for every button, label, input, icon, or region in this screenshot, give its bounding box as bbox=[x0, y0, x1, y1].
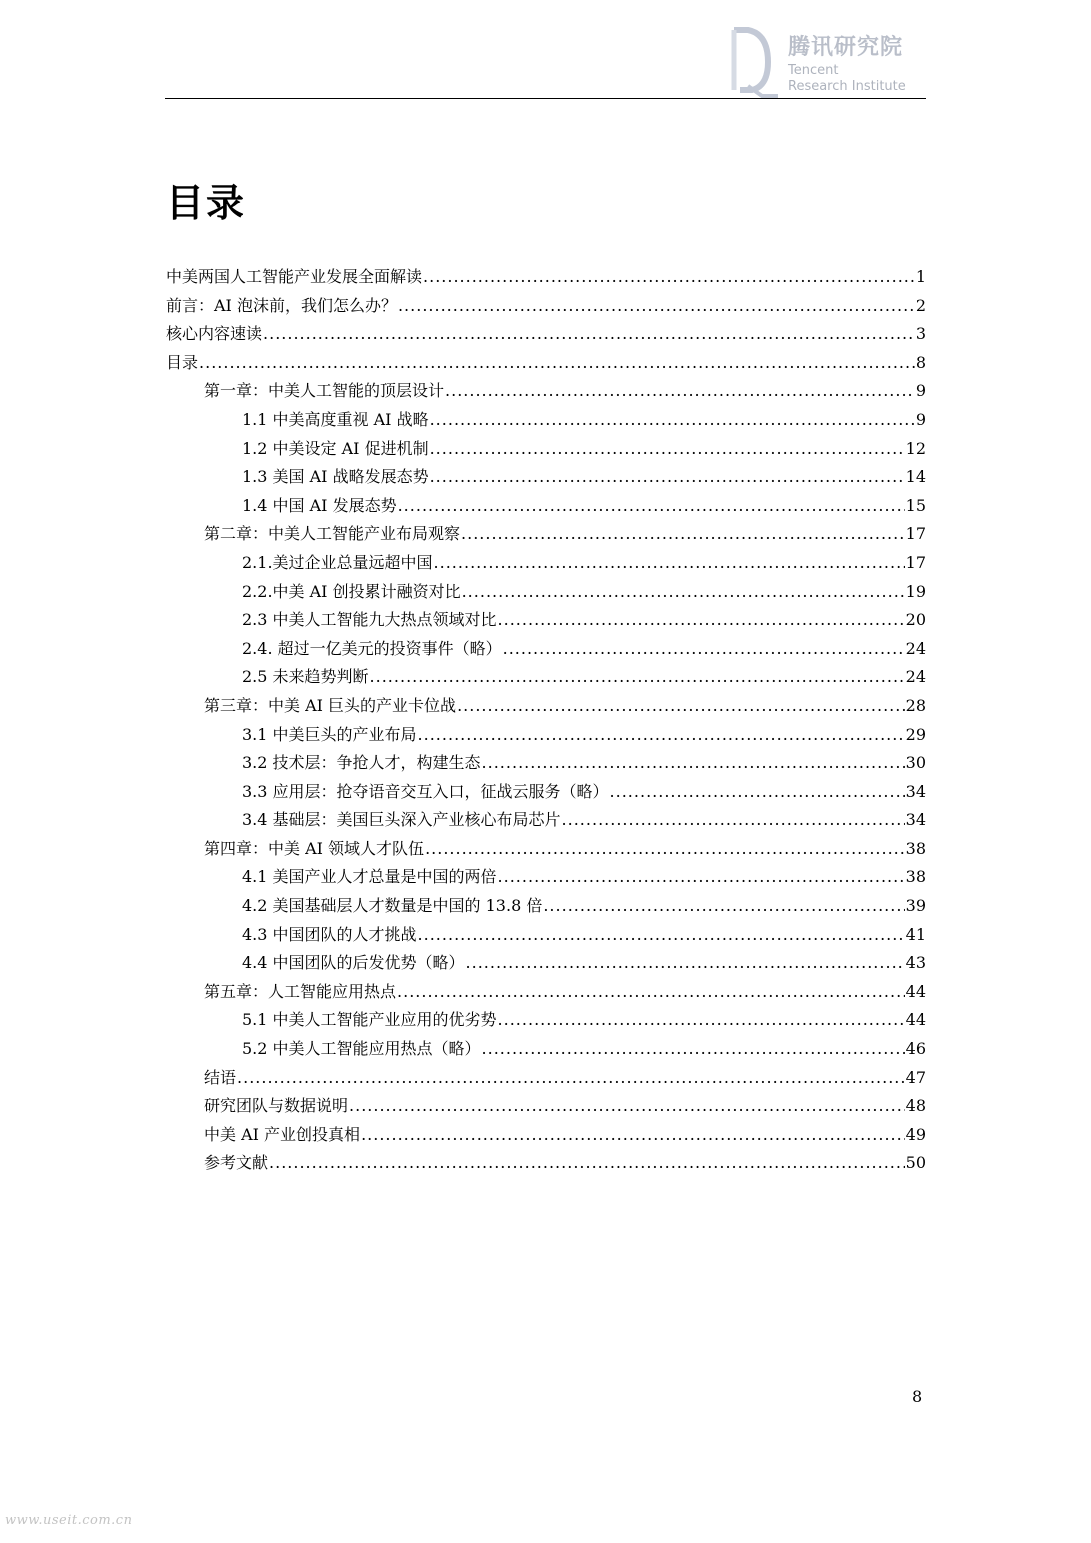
toc-entry-title: 中美两国人工智能产业发展全面解读 bbox=[166, 267, 423, 286]
toc-entry[interactable] bbox=[166, 749, 926, 778]
toc-entry-page: 9 bbox=[915, 381, 926, 401]
toc-entry[interactable] bbox=[166, 377, 926, 406]
toc-entry-page: 19 bbox=[905, 581, 926, 601]
toc-dot-leader bbox=[482, 749, 905, 778]
toc-entry-page: 44 bbox=[905, 1010, 926, 1030]
toc-entry[interactable] bbox=[166, 263, 926, 292]
toc-entry-title: 1.1 中美高度重视 AI 战略 bbox=[242, 409, 429, 429]
toc-entry-title: 研究团队与数据说明 bbox=[204, 1096, 349, 1116]
toc-entry-title: 3.1 中美巨头的产业布局 bbox=[242, 724, 417, 744]
toc-entry-page: 38 bbox=[905, 838, 926, 858]
page-number: 8 bbox=[912, 1387, 923, 1406]
logo-chinese-name: 腾讯研究院 bbox=[788, 35, 904, 60]
toc-entry-page: 43 bbox=[905, 953, 926, 973]
toc-dot-leader bbox=[498, 863, 905, 892]
toc-entry[interactable] bbox=[166, 1149, 926, 1178]
toc-entry-title: 2.2.中美 AI 创投累计融资对比 bbox=[242, 581, 461, 601]
toc-entry-page: 41 bbox=[905, 924, 926, 944]
header-rule bbox=[165, 98, 926, 99]
toc-entry-page: 44 bbox=[905, 981, 926, 1001]
toc-dot-leader bbox=[498, 606, 905, 635]
toc-dot-leader bbox=[370, 663, 905, 692]
toc-entry-title: 4.3 中国团队的人才挑战 bbox=[242, 924, 417, 944]
toc-entry-page: 30 bbox=[905, 753, 926, 773]
toc-entry-page: 47 bbox=[905, 1067, 926, 1087]
toc-entry-page: 24 bbox=[905, 638, 926, 658]
toc-entry-page: 17 bbox=[905, 524, 926, 544]
toc-entry[interactable] bbox=[166, 635, 926, 664]
toc-entry[interactable] bbox=[166, 806, 926, 835]
toc-entry-page: 34 bbox=[905, 810, 926, 830]
toc-dot-leader bbox=[418, 721, 905, 750]
toc-entry[interactable] bbox=[166, 1092, 926, 1121]
toc-entry[interactable] bbox=[166, 406, 926, 435]
toc-entry-title: 4.4 中国团队的后发优势（略） bbox=[242, 953, 465, 973]
page-title: 目录 bbox=[166, 181, 247, 225]
toc-entry-page: 14 bbox=[905, 467, 926, 487]
toc-entry-title: 3.4 基础层：美国巨头深入产业核心布局芯片 bbox=[242, 810, 561, 830]
toc-entry-title: 第五章：人工智能应用热点 bbox=[204, 981, 397, 1001]
toc-dot-leader bbox=[503, 635, 905, 664]
toc-entry-title: 5.2 中美人工智能应用热点（略） bbox=[242, 1039, 481, 1059]
toc-entry-title: 第一章：中美人工智能的顶层设计 bbox=[204, 381, 445, 401]
toc-entry[interactable] bbox=[166, 1035, 926, 1064]
toc-entry[interactable] bbox=[166, 663, 926, 692]
toc-dot-leader bbox=[462, 578, 905, 607]
toc-dot-leader bbox=[430, 463, 905, 492]
toc-entry-page: 20 bbox=[905, 610, 926, 630]
toc-dot-leader bbox=[349, 1092, 905, 1121]
toc-dot-leader bbox=[430, 435, 905, 464]
toc-dot-leader bbox=[397, 978, 905, 1007]
toc-entry-title: 中美 AI 产业创投真相 bbox=[204, 1124, 361, 1144]
toc-entry-page: 34 bbox=[905, 781, 926, 801]
toc-entry-page: 48 bbox=[905, 1096, 926, 1116]
toc-dot-leader bbox=[237, 1064, 905, 1093]
toc-entry-title: 前言：AI 泡沫前，我们怎么办？ bbox=[166, 295, 397, 315]
toc-entry[interactable] bbox=[166, 721, 926, 750]
toc-entry[interactable] bbox=[166, 435, 926, 464]
toc-entry[interactable] bbox=[166, 1121, 926, 1150]
tencent-research-logo bbox=[722, 26, 922, 98]
logo-english-line2: Research Institute bbox=[788, 79, 906, 94]
toc-entry[interactable] bbox=[166, 778, 926, 807]
toc-dot-leader bbox=[543, 892, 904, 921]
toc-entry-page: 49 bbox=[905, 1124, 926, 1144]
toc-entry[interactable] bbox=[166, 578, 926, 607]
toc-entry-title: 第二章：中美人工智能产业布局观察 bbox=[204, 524, 461, 544]
toc-entry-page: 3 bbox=[915, 324, 926, 344]
toc-dot-leader bbox=[498, 1006, 905, 1035]
toc-entry[interactable] bbox=[166, 492, 926, 521]
toc-entry-page: 38 bbox=[905, 867, 926, 887]
toc-dot-leader bbox=[423, 263, 915, 292]
toc-entry[interactable] bbox=[166, 892, 926, 921]
toc-dot-leader bbox=[466, 949, 905, 978]
toc-entry-title: 第三章：中美 AI 巨头的产业卡位战 bbox=[204, 695, 457, 715]
toc-dot-leader bbox=[425, 835, 905, 864]
toc-entry-page: 15 bbox=[905, 495, 926, 515]
toc-entry[interactable] bbox=[166, 1064, 926, 1093]
toc-entry-title: 目录 bbox=[166, 352, 199, 372]
toc-entry-page: 24 bbox=[905, 667, 926, 687]
toc-entry-title: 3.3 应用层：抢夺语音交互入口，征战云服务（略） bbox=[242, 781, 609, 801]
toc-dot-leader bbox=[418, 921, 905, 950]
toc-entry-page: 50 bbox=[905, 1153, 926, 1173]
toc-entry[interactable] bbox=[166, 349, 926, 378]
watermark: www.useit.com.cn bbox=[5, 1513, 133, 1528]
toc-entry-title: 1.4 中国 AI 发展态势 bbox=[242, 495, 397, 515]
toc-dot-leader bbox=[445, 377, 915, 406]
toc-dot-leader bbox=[461, 520, 905, 549]
table-of-contents bbox=[166, 263, 926, 1178]
toc-entry[interactable] bbox=[166, 292, 926, 321]
toc-entry-page: 46 bbox=[905, 1039, 926, 1059]
toc-entry-title: 1.3 美国 AI 战略发展态势 bbox=[242, 467, 429, 487]
toc-entry-title: 2.5 未来趋势判断 bbox=[242, 667, 369, 687]
toc-dot-leader bbox=[269, 1149, 905, 1178]
toc-dot-leader bbox=[199, 349, 915, 378]
toc-dot-leader bbox=[562, 806, 905, 835]
toc-entry[interactable] bbox=[166, 921, 926, 950]
toc-entry-title: 参考文献 bbox=[204, 1153, 269, 1173]
toc-entry-page: 28 bbox=[905, 695, 926, 715]
toc-entry-title: 2.1.美过企业总量远超中国 bbox=[242, 552, 433, 572]
toc-entry[interactable] bbox=[166, 1006, 926, 1035]
toc-dot-leader bbox=[457, 692, 905, 721]
toc-entry-title: 5.1 中美人工智能产业应用的优劣势 bbox=[242, 1010, 497, 1030]
toc-entry-page: 29 bbox=[905, 724, 926, 744]
toc-entry-page: 9 bbox=[915, 409, 926, 429]
toc-entry-title: 4.1 美国产业人才总量是中国的两倍 bbox=[242, 867, 497, 887]
toc-entry-title: 2.3 中美人工智能九大热点领域对比 bbox=[242, 610, 497, 630]
toc-entry[interactable] bbox=[166, 692, 926, 721]
logo-q-icon bbox=[722, 26, 782, 98]
toc-entry[interactable] bbox=[166, 863, 926, 892]
toc-dot-leader bbox=[398, 292, 915, 321]
toc-entry-page: 8 bbox=[915, 352, 926, 372]
toc-dot-leader bbox=[398, 492, 905, 521]
toc-entry-title: 4.2 美国基础层人才数量是中国的 13.8 倍 bbox=[242, 896, 543, 916]
toc-entry-page: 12 bbox=[905, 438, 926, 458]
toc-entry-title: 2.4. 超过一亿美元的投资事件（略） bbox=[242, 638, 502, 658]
toc-entry-page: 2 bbox=[915, 295, 926, 315]
toc-entry[interactable] bbox=[166, 606, 926, 635]
toc-entry-title: 3.2 技术层：争抢人才，构建生态 bbox=[242, 753, 481, 773]
toc-entry[interactable] bbox=[166, 549, 926, 578]
toc-entry-title: 核心内容速读 bbox=[166, 324, 263, 344]
toc-entry[interactable] bbox=[166, 949, 926, 978]
toc-dot-leader bbox=[263, 320, 915, 349]
toc-entry[interactable] bbox=[166, 320, 926, 349]
toc-dot-leader bbox=[430, 406, 915, 435]
toc-entry[interactable] bbox=[166, 978, 926, 1007]
toc-entry-title: 第四章：中美 AI 领域人才队伍 bbox=[204, 838, 425, 858]
toc-entry[interactable] bbox=[166, 463, 926, 492]
toc-entry-title: 1.2 中美设定 AI 促进机制 bbox=[242, 438, 429, 458]
toc-dot-leader bbox=[361, 1121, 905, 1150]
toc-entry[interactable] bbox=[166, 520, 926, 549]
toc-entry-title: 结语 bbox=[204, 1067, 237, 1087]
toc-dot-leader bbox=[434, 549, 905, 578]
toc-dot-leader bbox=[482, 1035, 905, 1064]
toc-entry-page: 1 bbox=[915, 267, 926, 286]
toc-entry-page: 39 bbox=[905, 896, 926, 916]
toc-entry[interactable] bbox=[166, 835, 926, 864]
toc-dot-leader bbox=[610, 778, 905, 807]
toc-entry-page: 17 bbox=[905, 552, 926, 572]
logo-english-line1: Tencent bbox=[788, 63, 839, 78]
